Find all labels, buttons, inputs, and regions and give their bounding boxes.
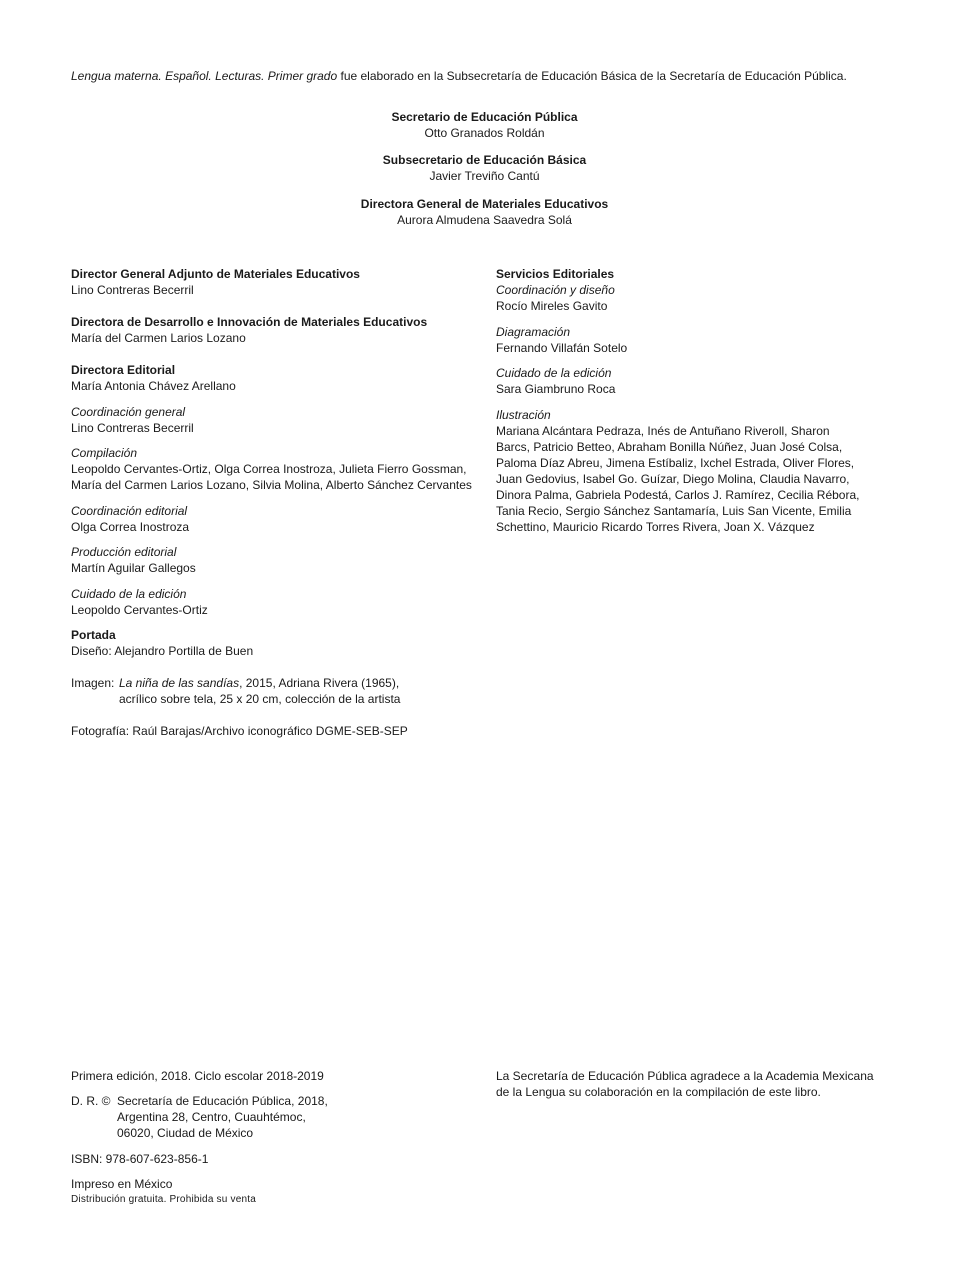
illustrator-line: Schettino, Mauricio Ricardo Torres Rivera, Joan X. Vázquez <box>496 520 815 534</box>
copyright-block <box>71 1093 491 1141</box>
isbn <box>71 1151 491 1167</box>
credit-dir-desarrollo <box>71 314 491 346</box>
credit-cuidado-edicion-right <box>496 365 916 397</box>
credit-name: Rocío Mireles Gavito <box>496 299 608 313</box>
official-name: Aurora Almudena Saavedra Solá <box>397 213 572 227</box>
edition-line: Primera edición, 2018. Ciclo escolar 2018-2019 <box>71 1069 324 1083</box>
official-role: Subsecretario de Educación Básica <box>382 153 587 167</box>
credit-name: Fernando Villafán Sotelo <box>496 341 628 355</box>
acknowledgement-line: La Secretaría de Educación Pública agradece a la Academia Mexicana <box>496 1069 874 1083</box>
credit-name: Leopoldo Cervantes-Ortiz, Olga Correa Inostroza, Julieta Fierro Gossman, <box>71 462 467 476</box>
acknowledgement <box>496 1068 916 1100</box>
credit-cuidado-edicion <box>71 586 491 618</box>
credit-coord-editorial <box>71 503 491 535</box>
credit-produccion <box>71 544 491 576</box>
credit-heading: Servicios Editoriales <box>496 267 615 281</box>
distribution-notice: Distribución gratuita. Prohibida su venta <box>71 1194 256 1205</box>
credit-servicios-editoriales <box>496 266 916 314</box>
credit-label: Ilustración <box>496 408 551 422</box>
credit-label: Diagramación <box>496 325 571 339</box>
impreso-text: Impreso en México <box>71 1177 173 1191</box>
credit-heading: Director General Adjunto de Materiales Educativos <box>71 267 360 281</box>
credit-heading: Portada <box>71 628 116 642</box>
credit-label: Coordinación editorial <box>71 504 188 518</box>
illustrator-line: Tania Recio, Sergio Sánchez Santamaría, Luis San Vicente, Emilia <box>496 504 852 518</box>
credit-name: Sara Giambruno Roca <box>496 382 616 396</box>
credit-heading: Directora Editorial <box>71 363 176 377</box>
credit-dir-adjunto <box>71 266 491 298</box>
official-role: Directora General de Materiales Educativos <box>360 197 609 211</box>
official-name: Javier Treviño Cantú <box>429 169 540 183</box>
credit-name: María del Carmen Larios Lozano <box>71 331 246 345</box>
illustrator-line: Juan Gedovius, Isabel Go. Guízar, Diego Molina, Claudia Navarro, <box>496 472 850 486</box>
credit-ilustracion <box>496 407 896 535</box>
credit-name: Olga Correa Inostroza <box>71 520 190 534</box>
credit-label: Compilación <box>71 446 138 460</box>
credit-imagen <box>71 675 491 707</box>
illustrator-line: Barcs, Patricio Betteo, Abraham Bonilla Núñez, Juan José Colsa, <box>496 440 843 454</box>
official-subsecretario <box>0 152 969 184</box>
credit-label: Coordinación general <box>71 405 186 419</box>
artwork-info: , 2015, Adriana Rivera (1965), <box>239 676 400 690</box>
credit-diagramacion <box>496 324 916 356</box>
copyright-line: 06020, Ciudad de México <box>117 1126 254 1140</box>
illustrator-line: Dinora Palma, Gabriela Podestá, Carlos J. Ramírez, Cecilia Rébora, <box>496 488 860 502</box>
artwork-info: acrílico sobre tela, 25 x 20 cm, colección de la artista <box>119 692 401 706</box>
book-title: Lengua materna. Español. Lecturas. Primer grado <box>71 69 338 83</box>
credit-name: Lino Contreras Becerril <box>71 421 194 435</box>
credit-name: Martín Aguilar Gallegos <box>71 561 196 575</box>
credit-label: Producción editorial <box>71 545 177 559</box>
credit-name: María del Carmen Larios Lozano, Silvia Molina, Alberto Sánchez Cervantes <box>71 478 472 492</box>
credit-label: Cuidado de la edición <box>71 587 187 601</box>
intro-statement <box>71 68 911 84</box>
credit-label: Coordinación y diseño <box>496 283 615 297</box>
edition-info <box>71 1068 491 1084</box>
credit-name: Leopoldo Cervantes-Ortiz <box>71 603 208 617</box>
credit-coord-general <box>71 404 491 436</box>
official-secretario <box>0 109 969 141</box>
official-role: Secretario de Educación Pública <box>391 110 578 124</box>
copyright-line: Secretaría de Educación Pública, 2018, <box>117 1094 328 1108</box>
print-info <box>71 1176 491 1208</box>
credit-dir-editorial <box>71 362 491 394</box>
credit-name: María Antonia Chávez Arellano <box>71 379 236 393</box>
credit-portada <box>71 627 491 659</box>
credit-compilacion <box>71 445 491 493</box>
illustrator-line: Paloma Díaz Abreu, Jimena Estíbaliz, Ixchel Estrada, Oliver Flores, <box>496 456 855 470</box>
imagen-key: Imagen: <box>71 676 115 690</box>
official-directora-general <box>0 196 969 228</box>
illustrator-line: Mariana Alcántara Pedraza, Inés de Antuñano Riveroll, Sharon <box>496 424 830 438</box>
official-name: Otto Granados Roldán <box>424 126 545 140</box>
artwork-title: La niña de las sandías <box>119 676 240 690</box>
acknowledgement-line: de la Lengua su colaboración en la compilación de este libro. <box>496 1085 821 1099</box>
copyright-line: Argentina 28, Centro, Cuauhtémoc, <box>117 1110 306 1124</box>
intro-rest: fue elaborado en la Subsecretaría de Educación Básica de la Secretaría de Educación Pública. <box>337 69 847 83</box>
credit-name: Fotografía: Raúl Barajas/Archivo iconográfico DGME-SEB-SEP <box>71 724 408 738</box>
credit-name: Lino Contreras Becerril <box>71 283 194 297</box>
copyright-key: D. R. © <box>71 1094 111 1108</box>
isbn-text: ISBN: 978-607-623-856-1 <box>71 1152 209 1166</box>
credit-name: Diseño: Alejandro Portilla de Buen <box>71 644 254 658</box>
credit-heading: Directora de Desarrollo e Innovación de Materiales Educativos <box>71 315 428 329</box>
credit-label: Cuidado de la edición <box>496 366 612 380</box>
credit-fotografia <box>71 723 491 739</box>
